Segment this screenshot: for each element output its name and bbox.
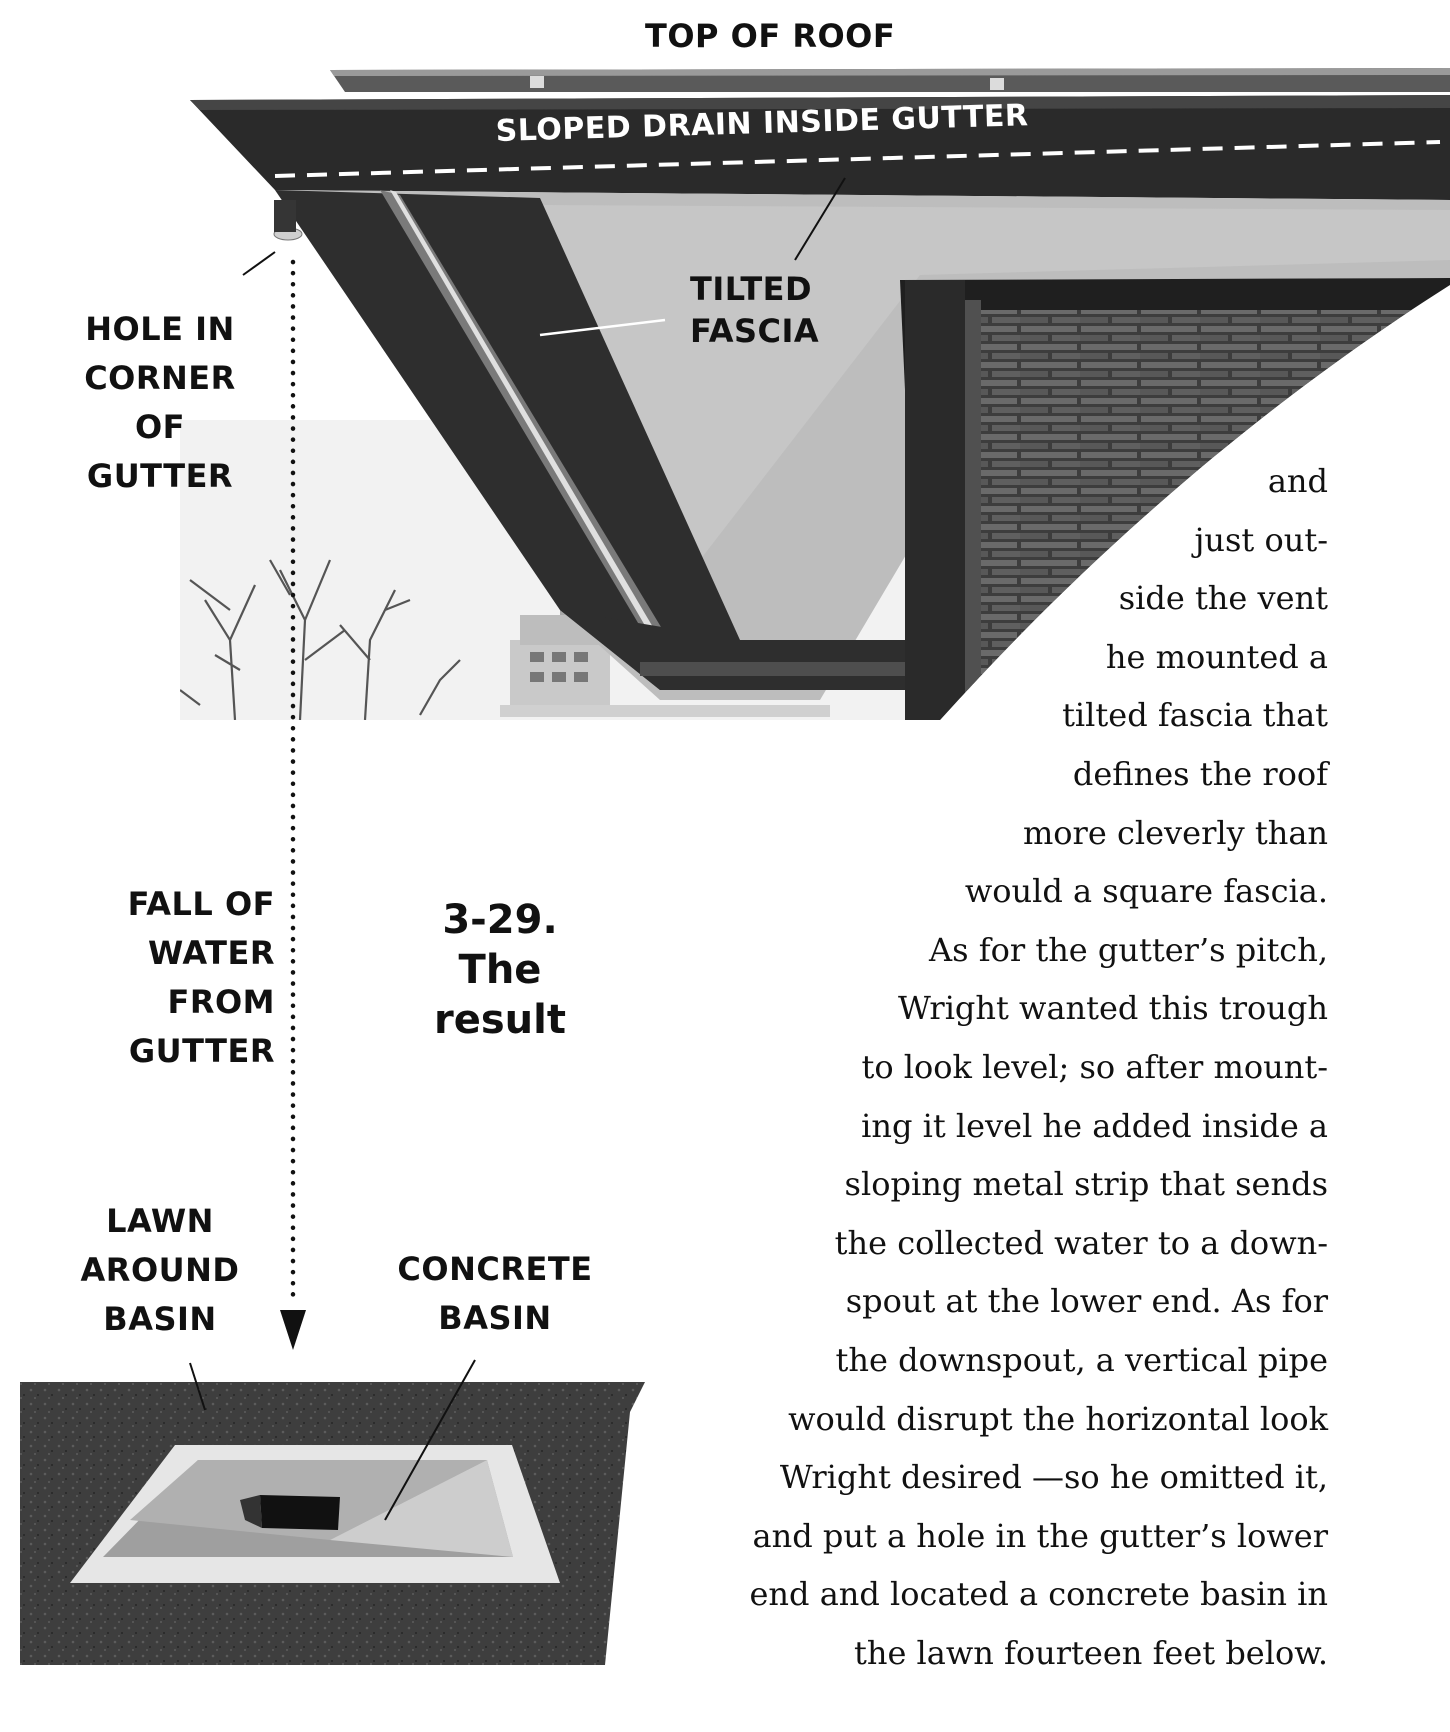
label-top-of-roof — [645, 12, 895, 61]
body-text-line: end and located a concrete basin in — [749, 1575, 1328, 1614]
body-text-line: the lawn fourteen feet below. — [853, 1634, 1328, 1672]
figure-caption — [385, 895, 615, 1045]
label-line: BASIN — [438, 1299, 552, 1337]
label-line: FALL OF — [127, 885, 275, 923]
body-text-line: defines the roof — [1072, 755, 1328, 793]
body-text — [640, 452, 1328, 1692]
body-text-line: side the vent — [1118, 579, 1328, 618]
water-fall-arrowhead — [280, 1310, 306, 1350]
label-line: FROM — [167, 983, 275, 1021]
body-text-line: tilted fascia that — [1062, 696, 1328, 735]
body-text-line: and — [1267, 462, 1328, 500]
label-line: GUTTER — [86, 457, 234, 495]
figure-number: 3-29. — [442, 897, 558, 943]
body-text-line: Wright desired —so he omitted it, — [779, 1458, 1328, 1497]
label-line: GUTTER — [128, 1032, 275, 1070]
body-text-line: spout at the lower end. As for — [845, 1282, 1328, 1321]
label-line: CORNER OF — [84, 359, 236, 446]
label-line: AROUND — [80, 1251, 240, 1289]
label-top-of-roof-text: TOP OF ROOF — [645, 17, 896, 55]
label-tilted-fascia — [690, 268, 819, 352]
label-hole-in-corner — [55, 305, 265, 501]
body-text-line: the downspout, a vertical pipe — [835, 1341, 1328, 1379]
body-text-line: sloping metal strip that sends — [844, 1165, 1328, 1204]
label-lawn-around-basin — [75, 1197, 245, 1344]
body-text-line: Wright wanted this trough — [897, 989, 1328, 1028]
label-line: LAWN — [106, 1202, 214, 1240]
body-text-line: just out- — [1194, 520, 1328, 559]
label-sloped-drain-text: SLOPED DRAIN INSIDE GUTTER — [495, 98, 1030, 149]
label-line: FASCIA — [690, 312, 820, 350]
body-text-line: he mounted a — [1105, 637, 1328, 676]
figure-caption-line: result — [434, 997, 566, 1043]
body-text-line: and put a hole in the gutter’s lower — [752, 1516, 1328, 1555]
body-text-line: ing it level he added inside a — [861, 1106, 1328, 1145]
body-text-line: would disrupt the horizontal look — [788, 1399, 1328, 1438]
body-text-line: the collected water to a down- — [834, 1223, 1328, 1262]
basin-photo — [20, 1382, 645, 1665]
body-text-line: As for the gutter’s pitch, — [929, 930, 1328, 969]
label-line: CONCRETE — [397, 1250, 593, 1288]
label-line: HOLE IN — [85, 310, 235, 348]
label-concrete-basin — [395, 1245, 595, 1343]
label-line: WATER — [148, 934, 275, 972]
body-text-line: more cleverly than — [1022, 813, 1328, 852]
figure-caption-line: The — [458, 947, 542, 993]
label-line: BASIN — [103, 1300, 217, 1338]
label-line: TILTED — [690, 270, 813, 308]
body-text-line: to look level; so after mount- — [861, 1048, 1328, 1086]
body-text-line: would a square fascia. — [964, 872, 1328, 911]
label-fall-of-water — [110, 880, 275, 1076]
